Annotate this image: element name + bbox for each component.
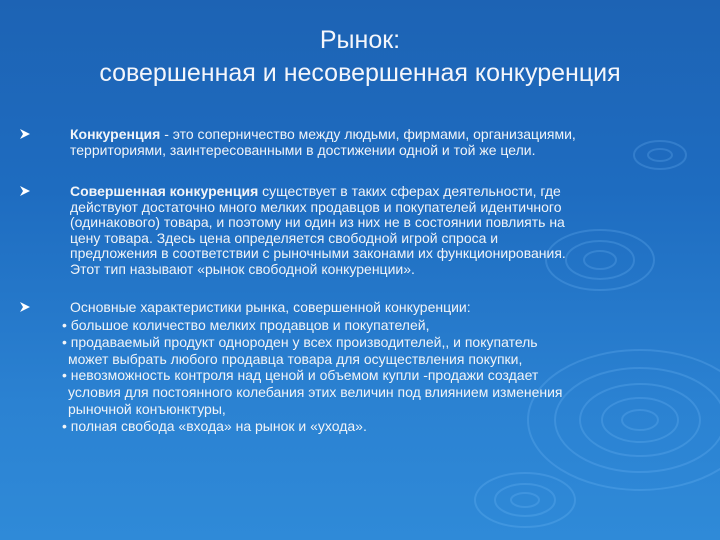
list-item: • полная свобода «входа» на рынок и «ухода». bbox=[62, 417, 367, 434]
slide-title-line-2: совершенная и несовершенная конкуренция bbox=[99, 59, 621, 87]
bullet-characteristics-heading: Основные характеристики рынка, совершенной конкуренции: bbox=[70, 299, 471, 315]
arrowhead-bullet-icon bbox=[18, 300, 32, 314]
bullet-perfect-competition: Совершенная конкуренция существует в таких сферах деятельности, где действуют достаточно много мелких продавцов и покупателей идентичного (одинакового) товара, и поэтому ни один из них не в состоянии повлиять на цену товара. Здесь цена определяется свободной игрой спроса и предложения в соответствии с рыночными законами их функционирования. Этот тип называют «рынок свободной конкуренции». bbox=[70, 183, 566, 277]
arrowhead-bullet-icon bbox=[18, 184, 32, 198]
term-perfect-competition: Совершенная конкуренция bbox=[70, 183, 259, 199]
list-item: • большое количество мелких продавцов и покупателей, bbox=[62, 317, 430, 333]
bullet-competition-definition: Конкуренция - это соперничество между людьми, фирмами, организациями, территориями, заинтересованными в достижении одной и той же цели. bbox=[70, 126, 576, 158]
list-item: • невозможность контроля над ценой и объемом купли -продажи создает bbox=[62, 367, 539, 384]
slide-title-line-1: Рынок: bbox=[319, 26, 401, 54]
term-competition: Конкуренция bbox=[70, 126, 161, 142]
characteristics-list: • большое количество мелких продавцов и покупателей, • продаваемый продукт однороден у всех производителей,, и покупатель может выбрать любого продавца товара для осуществления покупки, • невозможность контроля над ценой и объемом купли -продажи создает условия для постоянного колебания этих величин под влиянием изменения рыночной конъюнктуры, • полная свобода «входа» на рынок и «ухода». bbox=[62, 317, 682, 435]
arrowhead-bullet-icon bbox=[18, 127, 32, 141]
list-item: • продаваемый продукт однороден у всех производителей,, и покупатель bbox=[62, 333, 538, 350]
slide-title bbox=[0, 24, 720, 90]
